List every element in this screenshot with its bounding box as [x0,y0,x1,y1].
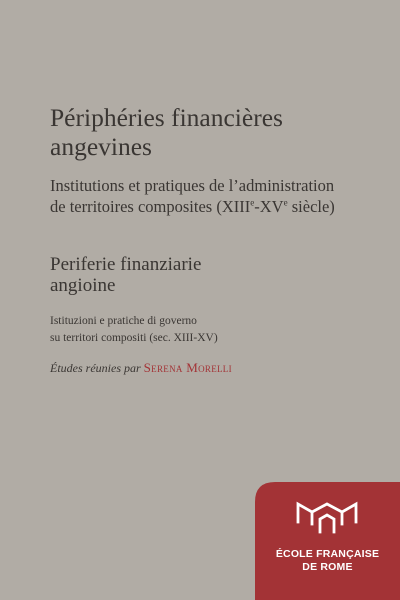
publisher-name-line-2: DE ROME [302,561,353,573]
subtitle-french-line-2-b: -XV [254,197,284,216]
editor-prefix: Études réunies par [50,361,141,375]
editor-credit [50,360,232,376]
superscript-e-2: e [283,197,288,208]
main-title [50,103,283,161]
subtitle-italian-line-1: Istituzioni e pratiche di governo [50,315,197,327]
italian-title-line-1: Periferie finanziarie [50,254,202,275]
subtitle-french-line-2 [50,196,335,217]
editor-name: Serena Morelli [143,360,232,375]
subtitle-french-line-2-c: siècle) [287,197,335,216]
publisher-logo-shape [255,482,400,600]
publisher-name-line-1: ÉCOLE FRANÇAISE [275,548,380,560]
superscript-e-1: e [250,197,255,208]
subtitle-italian [50,313,218,347]
italian-title [50,254,201,296]
subtitle-french-line-2-a: de territoires composites (XIII [50,197,251,216]
main-title-line-2: angevines [50,132,152,161]
subtitle-french [50,175,335,217]
italian-title-line-2: angioine [50,275,116,296]
subtitle-french-line-1: Institutions et pratiques de l’administration [50,176,335,195]
publisher-logo [255,482,400,600]
main-title-line-1: Périphéries financières [50,103,283,132]
subtitle-italian-line-2: su territori compositi (sec. XIII-XV) [50,332,218,344]
